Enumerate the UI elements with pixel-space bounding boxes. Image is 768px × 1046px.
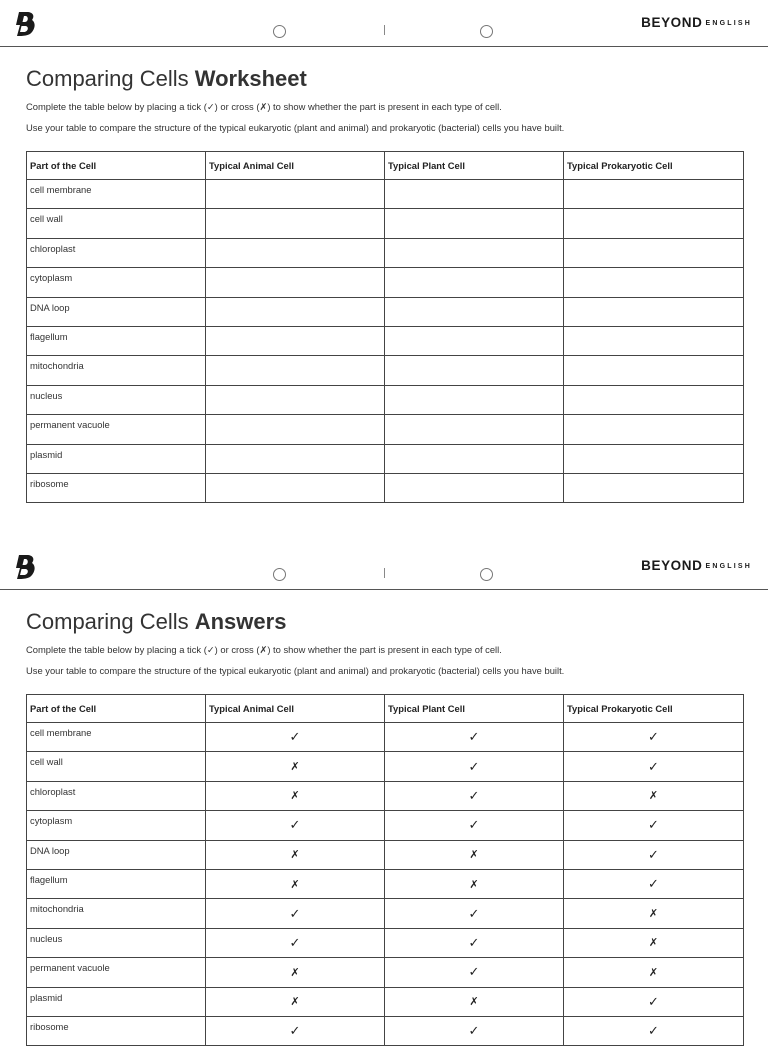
brand-wordmark: [641, 14, 752, 32]
brand-name: BEYOND: [641, 558, 703, 573]
answer-cell[interactable]: [564, 180, 744, 209]
cell-part: nucleus: [27, 385, 206, 414]
table-row: [27, 811, 744, 840]
answer-cell[interactable]: [206, 356, 385, 385]
answer-cell[interactable]: [564, 444, 744, 473]
answer-cell[interactable]: [206, 209, 385, 238]
center-mark: [384, 568, 385, 578]
answer-mark: ✓: [206, 899, 385, 928]
answer-mark: ✗: [385, 987, 564, 1016]
answers-table: [26, 694, 744, 1046]
answer-mark: ✓: [385, 811, 564, 840]
header-part: Part of the Cell: [27, 152, 206, 180]
page-header: [0, 0, 768, 47]
table-row: [27, 899, 744, 928]
answer-cell[interactable]: [385, 268, 564, 297]
table-row: [27, 958, 744, 987]
table-row: [27, 869, 744, 898]
cell-part: DNA loop: [27, 840, 206, 869]
answer-mark: ✗: [206, 869, 385, 898]
header-prokaryotic: Typical Prokaryotic Cell: [564, 695, 744, 723]
title-bold: Worksheet: [194, 66, 307, 91]
answer-mark: ✓: [564, 840, 744, 869]
answer-mark: ✓: [385, 781, 564, 810]
header-plant: Typical Plant Cell: [385, 152, 564, 180]
cell-part: cell wall: [27, 209, 206, 238]
table-row: [27, 356, 744, 385]
answer-mark: ✓: [206, 928, 385, 957]
answer-cell[interactable]: [564, 356, 744, 385]
table-row: [27, 385, 744, 414]
answer-cell[interactable]: [564, 473, 744, 502]
table-row: [27, 987, 744, 1016]
center-mark: [384, 25, 385, 35]
table-row: [27, 415, 744, 444]
brand-sub: ENGLISH: [705, 563, 752, 570]
title-prefix: Comparing Cells: [26, 66, 195, 91]
answer-cell[interactable]: [564, 415, 744, 444]
table-row: [27, 723, 744, 752]
answer-cell[interactable]: [385, 297, 564, 326]
beyond-logo-icon: [14, 11, 36, 37]
answer-mark: ✓: [385, 928, 564, 957]
instruction-1: Complete the table below by placing a tick (✓) or cross (✗) to show whether the part is present in each type of cell.: [26, 101, 502, 112]
table-header-row: [27, 695, 744, 723]
answer-mark: ✓: [385, 958, 564, 987]
answer-mark: ✓: [564, 811, 744, 840]
answer-cell[interactable]: [206, 473, 385, 502]
answer-mark: ✓: [385, 752, 564, 781]
cell-part: DNA loop: [27, 297, 206, 326]
punch-hole-icon: [273, 25, 286, 38]
answer-cell[interactable]: [206, 444, 385, 473]
answer-cell[interactable]: [564, 268, 744, 297]
punch-hole-icon: [480, 568, 493, 581]
answer-mark: ✓: [385, 899, 564, 928]
answer-mark: ✓: [564, 723, 744, 752]
answer-mark: ✗: [206, 958, 385, 987]
answer-cell[interactable]: [564, 238, 744, 267]
table-row: [27, 928, 744, 957]
answer-cell[interactable]: [385, 238, 564, 267]
table-row: [27, 840, 744, 869]
cell-part: mitochondria: [27, 356, 206, 385]
answer-cell[interactable]: [206, 180, 385, 209]
answer-mark: ✓: [564, 752, 744, 781]
page-header: [0, 543, 768, 590]
brand-name: BEYOND: [641, 15, 703, 30]
answer-mark: ✓: [564, 869, 744, 898]
brand-wordmark: [641, 557, 752, 575]
table-row: [27, 444, 744, 473]
table-header-row: [27, 152, 744, 180]
answer-cell[interactable]: [385, 385, 564, 414]
table-row: [27, 1016, 744, 1045]
instruction-1: Complete the table below by placing a tick (✓) or cross (✗) to show whether the part is present in each type of cell.: [26, 644, 502, 655]
answer-cell[interactable]: [206, 326, 385, 355]
title-bold: Answers: [194, 609, 287, 634]
cell-part: chloroplast: [27, 781, 206, 810]
table-row: [27, 752, 744, 781]
table-row: [27, 473, 744, 502]
punch-hole-icon: [480, 25, 493, 38]
cell-part: cytoplasm: [27, 811, 206, 840]
answer-cell[interactable]: [206, 238, 385, 267]
answer-mark: ✗: [206, 781, 385, 810]
instruction-2: Use your table to compare the structure of the typical eukaryotic (plant and animal) and prokaryotic (bacterial) cells you have built.: [26, 122, 565, 133]
header-animal: Typical Animal Cell: [206, 152, 385, 180]
cell-part: mitochondria: [27, 899, 206, 928]
answer-mark: ✓: [206, 723, 385, 752]
table-row: [27, 326, 744, 355]
cell-part: nucleus: [27, 928, 206, 957]
answer-mark: ✗: [564, 928, 744, 957]
answer-mark: ✓: [206, 811, 385, 840]
answer-mark: ✓: [385, 1016, 564, 1045]
instruction-2: Use your table to compare the structure of the typical eukaryotic (plant and animal) and prokaryotic (bacterial) cells you have built.: [26, 665, 565, 676]
answer-cell[interactable]: [206, 385, 385, 414]
answer-cell[interactable]: [385, 415, 564, 444]
answer-cell[interactable]: [385, 326, 564, 355]
answer-cell[interactable]: [564, 209, 744, 238]
punch-hole-icon: [273, 568, 286, 581]
cell-part: flagellum: [27, 869, 206, 898]
answer-mark: ✗: [385, 840, 564, 869]
table-row: [27, 209, 744, 238]
table-row: [27, 297, 744, 326]
answer-cell[interactable]: [206, 415, 385, 444]
page-title: [26, 66, 307, 92]
table-row: [27, 268, 744, 297]
answer-mark: ✗: [206, 987, 385, 1016]
header-animal: Typical Animal Cell: [206, 695, 385, 723]
cell-part: cell membrane: [27, 180, 206, 209]
answer-cell[interactable]: [206, 297, 385, 326]
answer-mark: ✓: [564, 987, 744, 1016]
cell-part: ribosome: [27, 473, 206, 502]
header-plant: Typical Plant Cell: [385, 695, 564, 723]
answer-cell[interactable]: [206, 268, 385, 297]
answer-mark: ✗: [564, 899, 744, 928]
answer-cell[interactable]: [564, 326, 744, 355]
answer-cell[interactable]: [385, 444, 564, 473]
answers-page: [0, 543, 768, 1039]
answer-mark: ✗: [206, 840, 385, 869]
answer-mark: ✗: [564, 958, 744, 987]
answer-mark: ✓: [206, 1016, 385, 1045]
worksheet-table: [26, 151, 744, 503]
cell-part: chloroplast: [27, 238, 206, 267]
cell-part: plasmid: [27, 987, 206, 1016]
brand-sub: ENGLISH: [705, 20, 752, 27]
cell-part: permanent vacuole: [27, 958, 206, 987]
answer-cell[interactable]: [385, 180, 564, 209]
beyond-logo-icon: [14, 554, 36, 580]
answer-mark: ✗: [385, 869, 564, 898]
answer-cell[interactable]: [564, 297, 744, 326]
answer-cell[interactable]: [564, 385, 744, 414]
cell-part: ribosome: [27, 1016, 206, 1045]
header-part: Part of the Cell: [27, 695, 206, 723]
cell-part: cytoplasm: [27, 268, 206, 297]
answer-cell[interactable]: [385, 209, 564, 238]
cell-part: cell membrane: [27, 723, 206, 752]
cell-part: permanent vacuole: [27, 415, 206, 444]
title-prefix: Comparing Cells: [26, 609, 195, 634]
cell-part: flagellum: [27, 326, 206, 355]
answer-mark: ✓: [385, 723, 564, 752]
answer-cell[interactable]: [385, 473, 564, 502]
answer-cell[interactable]: [385, 356, 564, 385]
page-title: [26, 609, 286, 635]
answer-mark: ✗: [564, 781, 744, 810]
cell-part: cell wall: [27, 752, 206, 781]
cell-part: plasmid: [27, 444, 206, 473]
header-prokaryotic: Typical Prokaryotic Cell: [564, 152, 744, 180]
table-row: [27, 781, 744, 810]
table-row: [27, 238, 744, 267]
answer-mark: ✓: [564, 1016, 744, 1045]
answer-mark: ✗: [206, 752, 385, 781]
table-row: [27, 180, 744, 209]
